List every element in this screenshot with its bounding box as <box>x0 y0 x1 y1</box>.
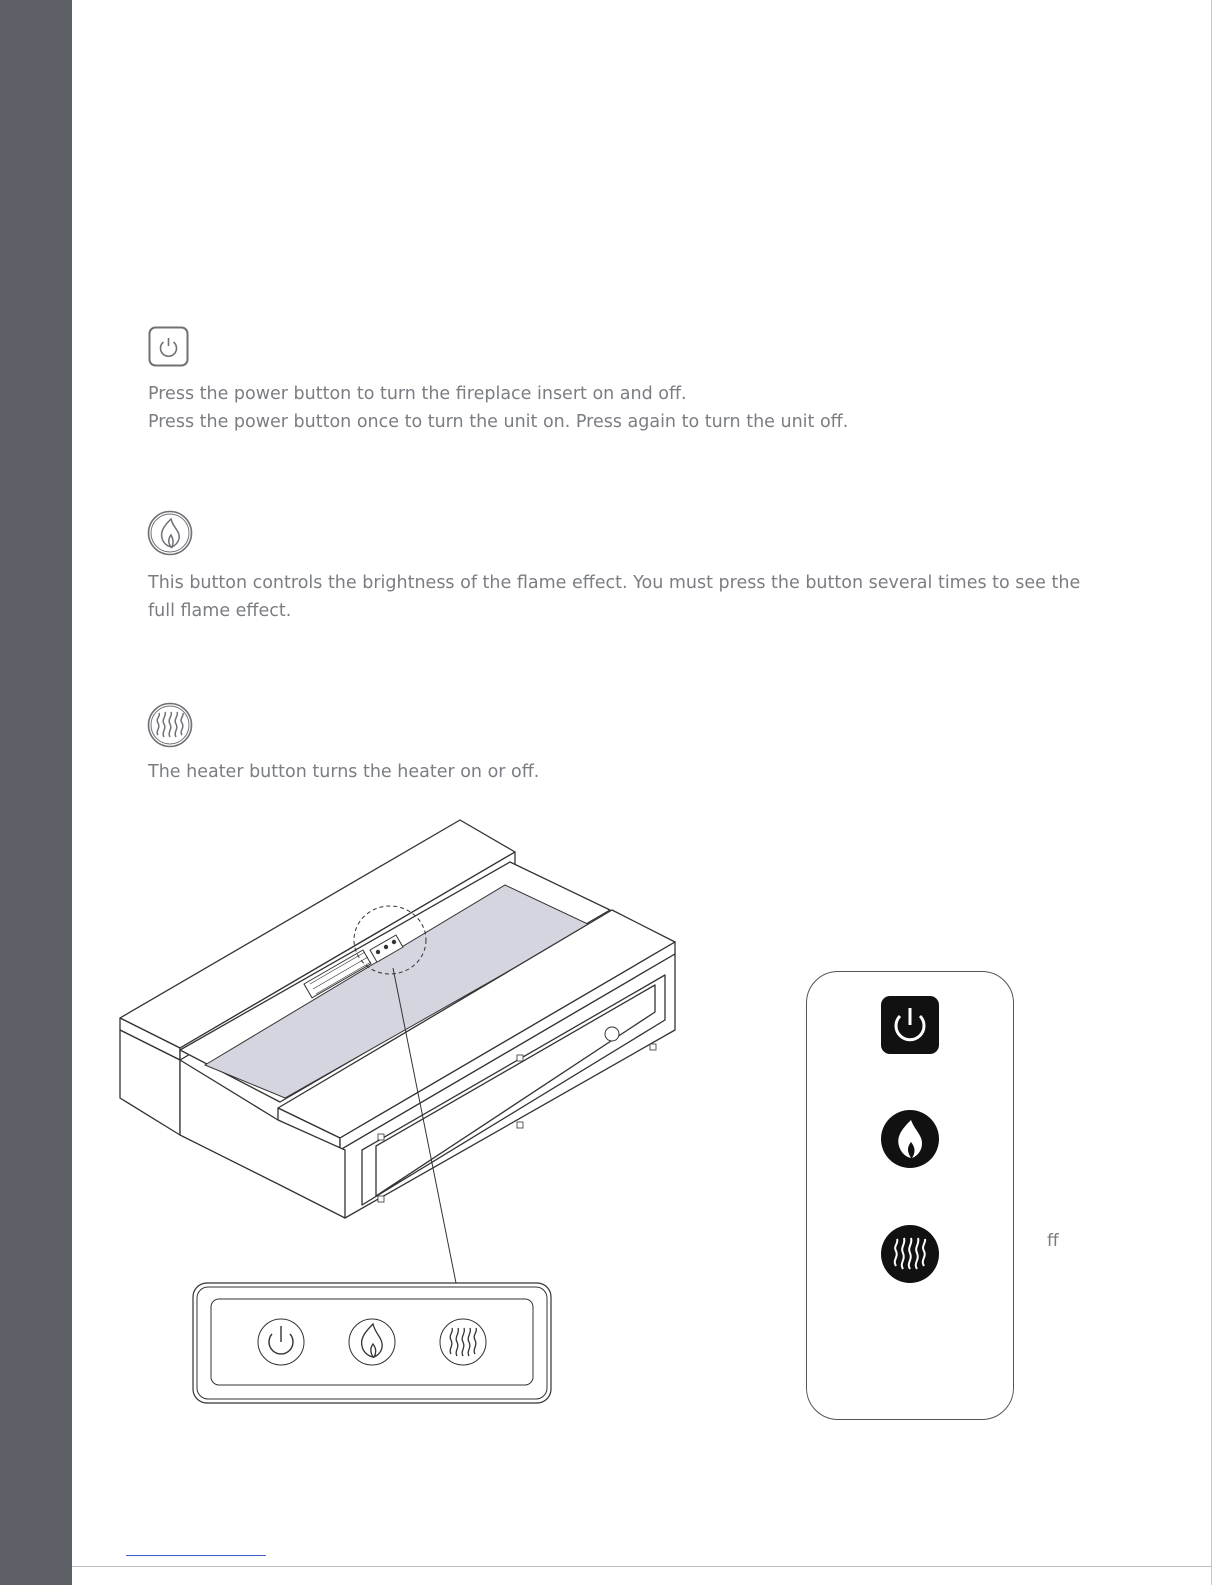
remote-heat-button[interactable] <box>881 1225 939 1283</box>
heat-description-line-1: The heater button turns the heater on or off. <box>148 762 540 782</box>
remote-power-button[interactable] <box>881 996 939 1054</box>
flame-description-line-2: full flame effect. <box>148 601 292 621</box>
page-sidebar-band <box>0 0 72 1585</box>
control-panel-detail <box>192 1282 552 1404</box>
footer-link-underline[interactable] <box>126 1555 266 1556</box>
heat-icon <box>147 702 193 748</box>
power-description <box>148 380 1108 436</box>
flame-icon <box>147 510 193 556</box>
heat-description <box>148 758 1108 786</box>
flame-description-line-1: This button controls the brightness of the flame effect. You must press the button several times to see the <box>148 573 1081 593</box>
remote-flame-button[interactable] <box>881 1110 939 1168</box>
panel-power-icon <box>258 1319 304 1365</box>
power-description-line-1: Press the power button to turn the fireplace insert on and off. <box>148 384 687 404</box>
power-description-line-2: Press the power button once to turn the unit on. Press again to turn the unit off. <box>148 412 849 432</box>
panel-flame-icon <box>349 1319 395 1365</box>
panel-heat-icon <box>440 1319 486 1365</box>
fireplace-insert-illustration <box>100 810 700 1290</box>
remote-side-note: ff <box>1047 1231 1059 1251</box>
page-right-rule <box>1211 0 1212 1585</box>
flame-description <box>148 569 1108 625</box>
page-bottom-rule <box>72 1566 1211 1567</box>
power-icon <box>148 326 190 368</box>
remote-control <box>806 971 1014 1420</box>
